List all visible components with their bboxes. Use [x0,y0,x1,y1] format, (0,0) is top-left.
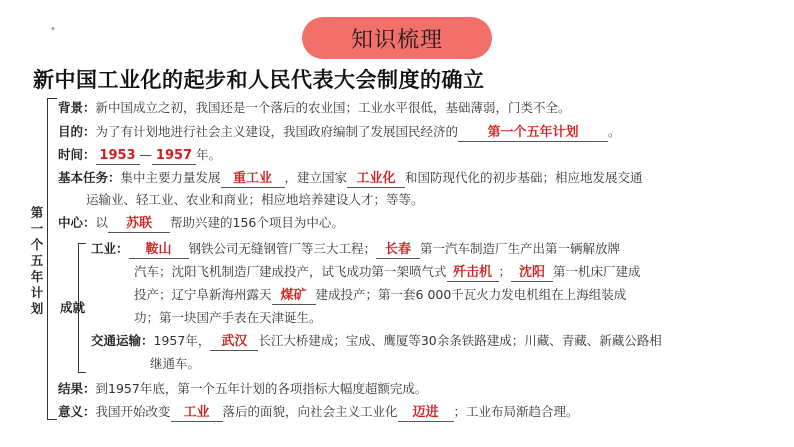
answer-blank: 苏联 [108,215,170,233]
row-text: 到1957年底，第一个五年计划的各项指标大幅度超额完成。 [95,381,428,396]
row-text: 第一汽车制造厂生产出第一辆解放牌 [420,241,621,256]
row-background [58,99,571,116]
answer-blank: 重工业 [221,170,285,188]
vertical-char: 个 [30,237,44,252]
row-text: 我国开始改变 [95,404,171,419]
row-label: 基本任务： [58,170,121,185]
row-label: 时间： [58,147,96,162]
row-text: 1957年， [153,333,211,348]
answer-blank: 第一个五年计划 [458,124,608,142]
answer-blank: 1953 [96,147,140,165]
answer-blank: 歼击机 [447,264,499,282]
answer-blank: 鞍山 [129,241,189,259]
row-text: 。 [608,124,621,139]
row-industry [91,240,620,259]
row-text: ，建立国家 [284,170,348,185]
decor-dot: • [50,24,56,35]
row-significance [58,403,579,422]
answer-blank: 长春 [376,241,420,259]
row-text: ；工业布局渐趋合理。 [453,404,579,419]
answer-blank: 沈阳 [511,264,553,282]
vertical-label [28,205,46,317]
row-label: 结果： [58,381,96,396]
row-text: 帮助兴建的156个项目为中心。 [170,215,344,230]
vertical-char: 一 [30,221,44,236]
row-text: 和国防现代化的初步基础；相应地发展交通 [405,170,643,185]
row-label: 意义： [58,404,96,419]
answer-blank: 迈进 [398,404,454,422]
vertical-char: 年 [30,269,44,284]
outer-bracket [47,98,57,420]
vertical-char: 划 [30,301,44,316]
vertical-char: 第 [30,205,44,220]
answer-blank: 煤矿 [272,287,316,305]
row-transport-cont: 继通车。 [150,356,201,371]
vertical-char: 计 [30,285,44,300]
vertical-char: 五 [30,253,44,268]
row-task-cont: 运输业、轻工业、农业和商业；相应地培养建设人才；等等。 [86,192,424,207]
row-text: 钢铁公司无缝钢管厂等三大工程； [188,241,377,256]
row-industry-cont [134,286,626,305]
row-text: 汽车；沈阳飞机制造厂建成投产，试飞成功第一架喷气式 [134,264,447,279]
achievement-label: 成就 [60,300,86,315]
row-text: 投产；辽宁阜新海州露天 [134,287,272,302]
row-time [58,146,221,165]
section-pill-label: 知识梳理 [350,27,443,53]
answer-blank: 工业化 [347,170,405,188]
row-text: 建成投产；第一套6 000千瓦火力发电机组在上海组装成 [315,287,627,302]
row-label: 中心： [58,215,96,230]
row-industry-cont [134,263,641,282]
row-industry-cont: 功；第一块国产手表在天津诞生。 [134,310,322,325]
page-title: 新中国工业化的起步和人民代表大会制度的确立 [33,68,485,92]
row-center [58,214,344,233]
row-text: 长江大桥建成；宝成、鹰厦等30余条铁路建成；川藏、青藏、新藏公路相 [258,333,662,348]
row-text: 第一机床厂建成 [553,264,641,279]
row-label: 工业： [91,241,129,256]
row-text: — [139,147,153,162]
row-text: 为了有计划地进行社会主义建设，我国政府编制了发展国民经济的 [95,124,459,139]
row-label: 交通运输： [91,333,154,348]
row-text: 落后的面貌，向社会主义工业化 [222,404,398,419]
row-text: ； [498,264,512,279]
row-purpose [58,123,621,142]
row-text: 集中主要力量发展 [120,170,221,185]
section-pill [302,17,492,59]
row-text: 新中国成立之初，我国还是一个落后的农业国；工业水平很低，基础薄弱，门类不全。 [95,100,571,115]
answer-blank: 1957 [152,147,196,165]
row-label: 目的： [58,124,96,139]
row-text: 年。 [196,147,222,162]
row-result [58,380,427,397]
row-label: 背景： [58,100,96,115]
answer-blank: 工业 [171,404,223,422]
row-transport [91,332,662,351]
row-task [58,169,643,188]
row-text: 以 [95,215,109,230]
answer-blank: 武汉 [210,333,258,351]
